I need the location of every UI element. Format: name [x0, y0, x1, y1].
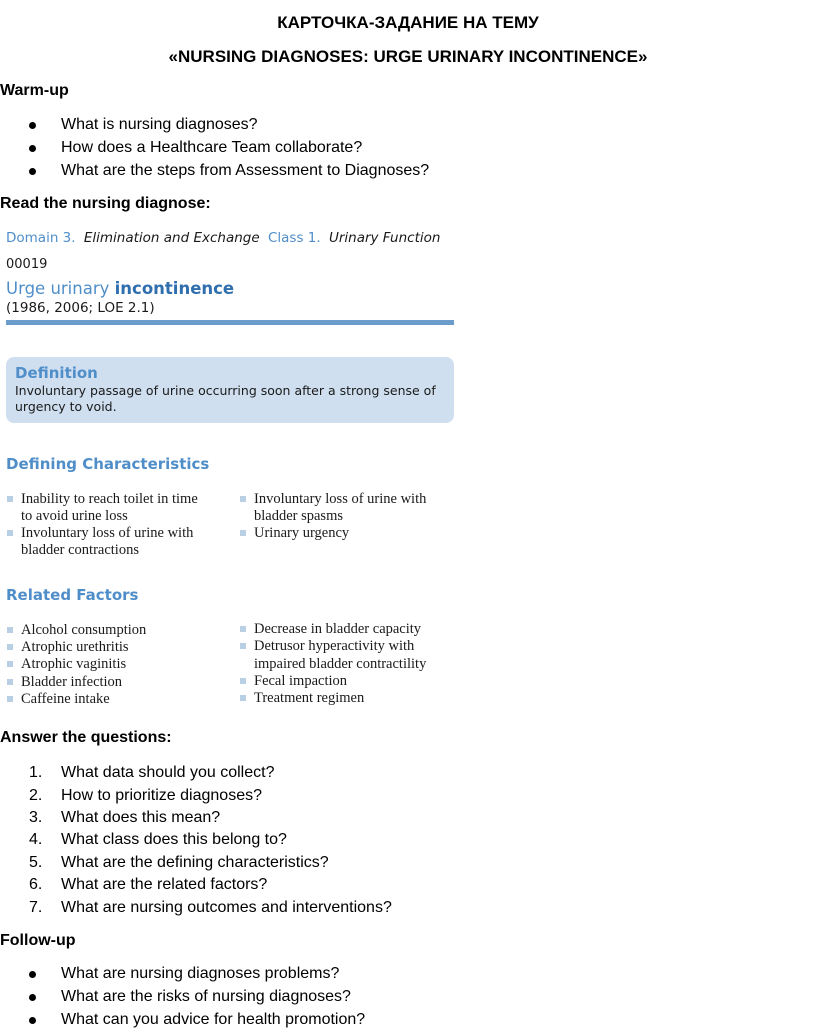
- bullet-square-icon: [7, 679, 13, 685]
- page-subtitle: «NURSING DIAGNOSES: URGE URINARY INCONTINENCE»: [168, 47, 648, 66]
- domain-line: Domain 3. Elimination and Exchange Class 1. Urinary Function: [6, 230, 441, 246]
- bullet-icon: [29, 971, 36, 978]
- related-heading: Related Factors: [6, 586, 139, 604]
- defining-item: bladder contractions: [21, 542, 139, 558]
- bullet-square-icon: [7, 661, 13, 667]
- related-item: Detrusor hyperactivity with: [254, 638, 415, 654]
- bullet-icon: [29, 145, 36, 152]
- related-item: Alcohol consumption: [21, 622, 147, 638]
- divider: [6, 320, 454, 325]
- bullet-icon: [29, 1017, 36, 1024]
- bullet-square-icon: [240, 643, 246, 649]
- defining-item: Involuntary loss of urine with: [254, 491, 427, 507]
- warmup-heading: Warm-up: [0, 82, 69, 99]
- related-item: Decrease in bladder capacity: [254, 621, 422, 637]
- defining-item: Urinary urgency: [254, 525, 350, 541]
- followup-heading: Follow-up: [0, 932, 76, 949]
- related-item: Treatment regimen: [254, 690, 365, 706]
- page-title: КАРТОЧКА-ЗАДАНИЕ НА ТЕМУ: [277, 13, 539, 32]
- read-heading: Read the nursing diagnose:: [0, 195, 211, 212]
- definition-heading: Definition: [15, 364, 98, 382]
- bullet-square-icon: [240, 496, 246, 502]
- bullet-square-icon: [240, 626, 246, 632]
- defining-item: Inability to reach toilet in time: [21, 491, 198, 507]
- related-item: impaired bladder contractility: [254, 656, 427, 672]
- bullet-icon: [29, 122, 36, 129]
- bullet-icon: [29, 994, 36, 1001]
- related-item: Bladder infection: [21, 674, 123, 690]
- related-item: Caffeine intake: [21, 691, 110, 707]
- bullet-square-icon: [7, 496, 13, 502]
- bullet-square-icon: [7, 627, 13, 633]
- definition-text: urgency to void.: [15, 399, 117, 414]
- defining-item: bladder spasms: [254, 508, 343, 524]
- related-item: Fecal impaction: [254, 673, 348, 689]
- diagnosis-title: Urge urinary incontinence: [6, 279, 235, 298]
- answer-heading: Answer the questions:: [0, 729, 172, 746]
- defining-heading: Defining Characteristics: [6, 455, 210, 473]
- diagnosis-code: 00019: [6, 257, 48, 272]
- diagnosis-dates: (1986, 2006; LOE 2.1): [6, 300, 155, 316]
- related-item: Atrophic vaginitis: [21, 656, 127, 672]
- definition-text: Involuntary passage of urine occurring soon after a strong sense of: [15, 383, 436, 398]
- bullet-square-icon: [7, 530, 13, 536]
- defining-item: to avoid urine loss: [21, 508, 128, 524]
- bullet-square-icon: [7, 696, 13, 702]
- related-item: Atrophic urethritis: [21, 639, 129, 655]
- bullet-square-icon: [240, 695, 246, 701]
- bullet-square-icon: [240, 678, 246, 684]
- defining-item: Involuntary loss of urine with: [21, 525, 194, 541]
- bullet-square-icon: [7, 644, 13, 650]
- bullet-square-icon: [240, 530, 246, 536]
- bullet-icon: [29, 168, 36, 175]
